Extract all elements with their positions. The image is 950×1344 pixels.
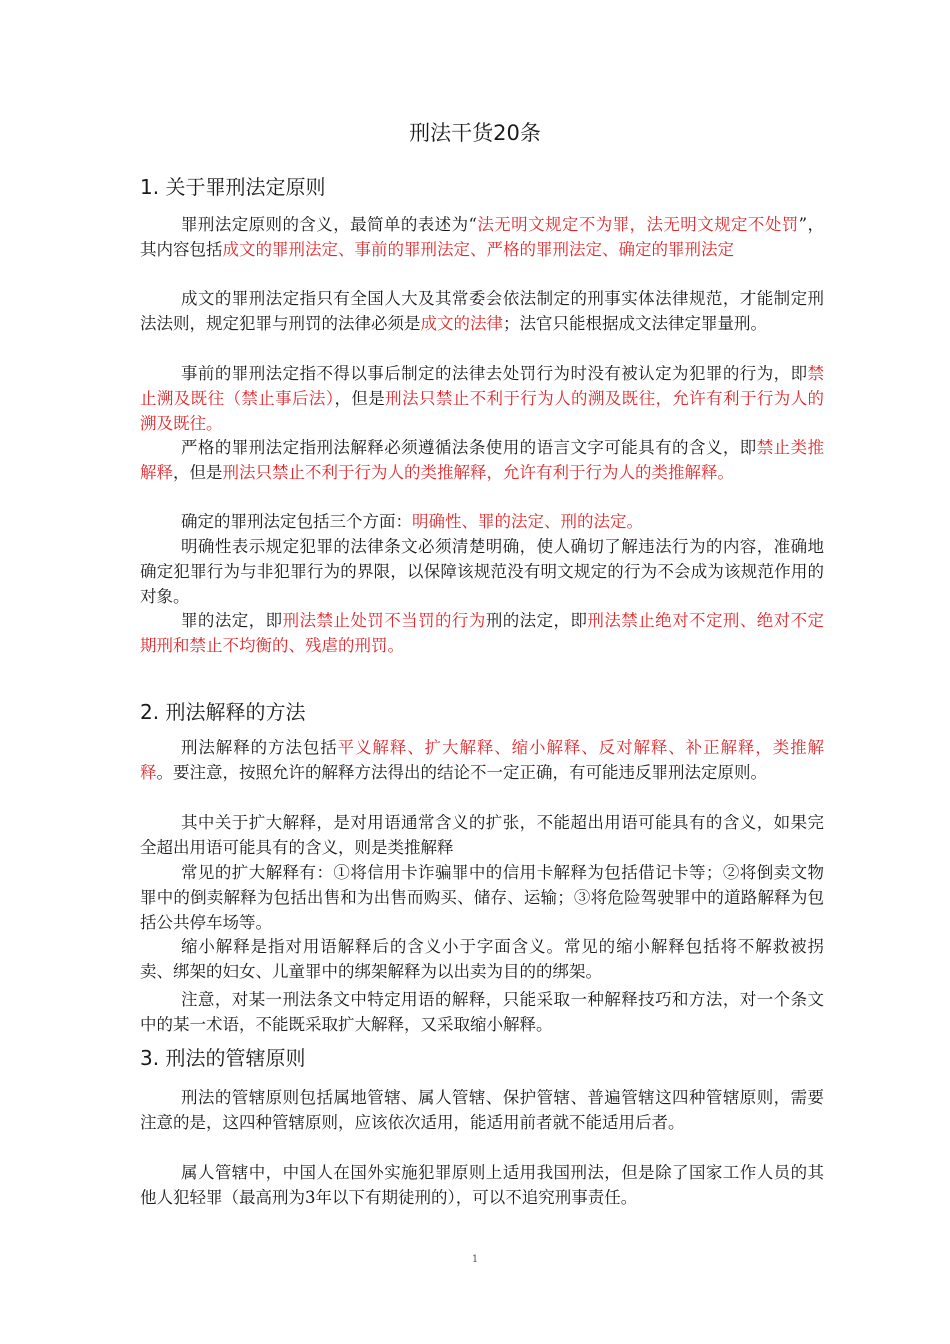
paragraph: 缩小解释是指对用语解释后的含义小于字面含义。常见的缩小解释包括将不解救被拐卖、绑架的妇女、儿童罪中的绑架解释为以出卖为目的的绑架。 [140,937,824,981]
paragraph: 明确性表示规定犯罪的法律条文必须清楚明确，使人确切了解违法行为的内容，准确地确定犯罪行为与非犯罪行为的界限，以保障该规范没有明文规定的行为不会成为该规范作用的对象。 [140,537,824,606]
paragraph: 其中关于扩大解释，是对用语通常含义的扩张，不能超出用语可能具有的含义，如果完全超出用语可能具有的含义，则是类推解释 [140,813,824,857]
page-number: 1 [471,1254,479,1265]
paragraph: 确定的罪刑法定包括三个方面：明确性、罪的法定、刑的法定。 [181,512,643,531]
paragraph: 常见的扩大解释有：①将信用卡诈骗罪中的信用卡解释为包括借记卡等；②将倒卖文物罪中的倒卖解释为包括出售和为出售而购买、储存、运输；③将危险驾驶罪中的道路解释为包括公共停车场等。 [140,863,824,932]
section-heading-1: 1. 关于罪刑法定原则 [140,175,326,199]
paragraph: 属人管辖中，中国人在国外实施犯罪原则上适用我国刑法，但是除了国家工作人员的其他人犯轻罪（最高刑为3年以下有期徒刑的），可以不追究刑事责任。 [140,1163,824,1207]
section-heading-2: 2. 刑法解释的方法 [140,700,306,724]
paragraph: 成文的罪刑法定指只有全国人大及其常委会依法制定的刑事实体法律规范，才能制定刑法法则，规定犯罪与刑罚的法律必须是成文的法律；法官只能根据成文法律定罪量刑。 [140,289,824,333]
paragraph: 刑法的管辖原则包括属地管辖、属人管辖、保护管辖、普遍管辖这四种管辖原则，需要注意的是，这四种管辖原则，应该依次适用，能适用前者就不能适用后者。 [140,1088,824,1132]
paragraph: 严格的罪刑法定指刑法解释必须遵循法条使用的语言文字可能具有的含义，即禁止类推解释，但是刑法只禁止不利于行为人的类推解释，允许有利于行为人的类推解释。 [140,438,825,482]
paragraph: 注意，对某一刑法条文中特定用语的解释，只能采取一种解释技巧和方法，对一个条文中的某一术语，不能既采取扩大解释，又采取缩小解释。 [140,990,824,1034]
paragraph: 罪的法定，即刑法禁止处罚不当罚的行为刑的法定，即刑法禁止绝对不定刑、绝对不定期刑和禁止不均衡的、残虐的刑罚。 [140,611,825,655]
document-title: 刑法干货20条 [409,121,541,145]
paragraph: 罪刑法定原则的含义，最简单的表述为“法无明文规定不为罪，法无明文规定不处罚”，其内容包括成文的罪刑法定、事前的罪刑法定、严格的罪刑法定、确定的罪刑法定 [140,215,825,259]
paragraph: 事前的罪刑法定指不得以事后制定的法律去处罚行为时没有被认定为犯罪的行为，即禁止溯及既往（禁止事后法），但是刑法只禁止不利于行为人的溯及既往，允许有利于行为人的溯及既往。 [140,364,825,433]
paragraph: 刑法解释的方法包括平义解释、扩大解释、缩小解释、反对解释、补正解释，类推解释。要注意，按照允许的解释方法得出的结论不一定正确，有可能违反罪刑法定原则。 [140,738,825,782]
section-heading-3: 3. 刑法的管辖原则 [140,1046,306,1070]
